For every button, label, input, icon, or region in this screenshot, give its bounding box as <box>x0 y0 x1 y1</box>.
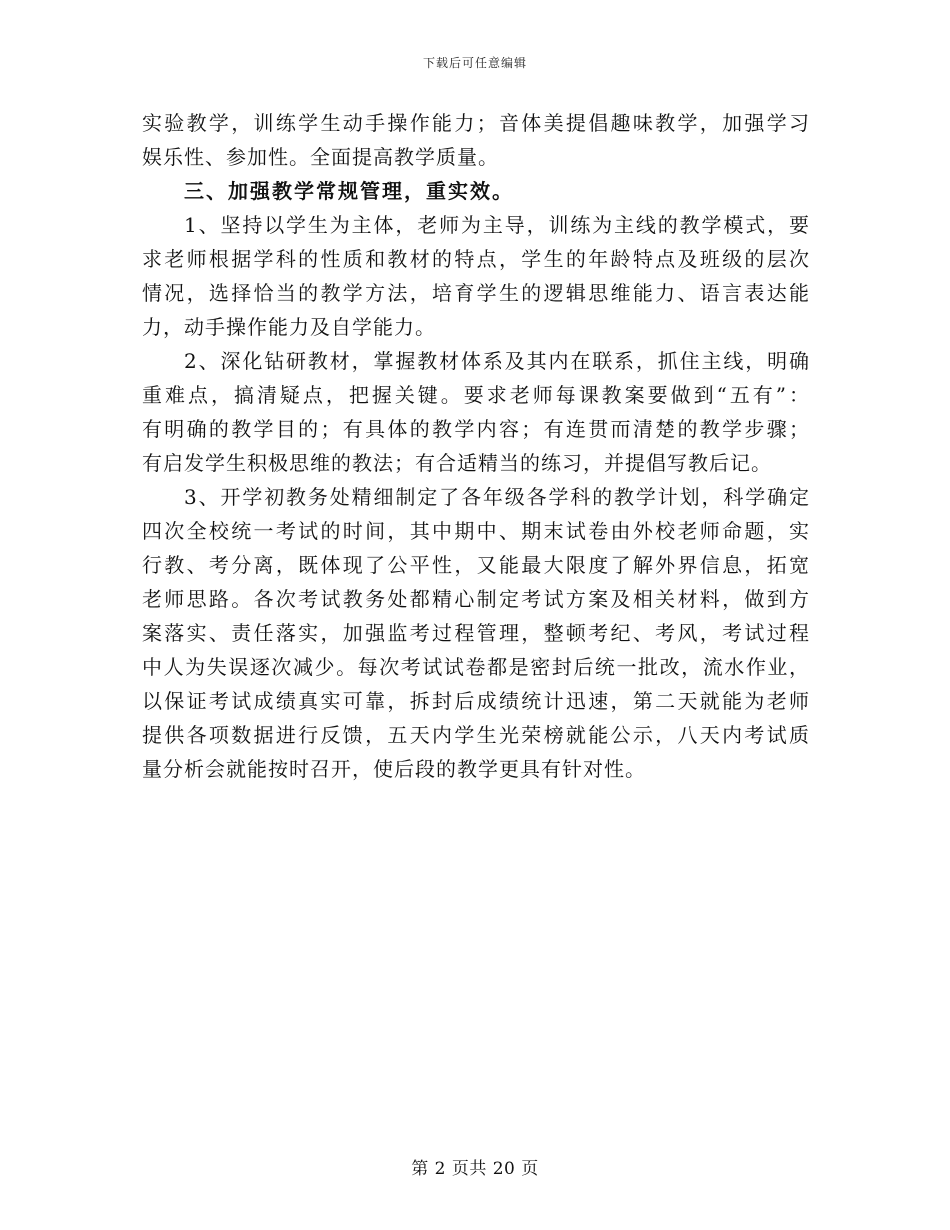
paragraph-line: 力，动手操作能力及自学能力。 <box>142 315 436 339</box>
paragraph-line: 案落实、责任落实，加强监考过程管理，整顿考纪、考风，考试过程 <box>142 621 810 645</box>
paragraph-line: 1、坚持以学生为主体，老师为主导，训练为主线的教学模式，要 <box>184 213 810 237</box>
list-item <box>142 208 810 344</box>
section-heading: 三、加强教学常规管理，重实效。 <box>184 179 514 203</box>
paragraph-line: 有明确的教学目的；有具体的教学内容；有连贯而清楚的教学步骤； <box>142 417 810 441</box>
paragraph-line: 实验教学，训练学生动手操作能力；音体美提倡趣味教学，加强学习 <box>142 111 810 135</box>
paragraph-line: 有启发学生积极思维的教法；有合适精当的练习，并提倡写教后记。 <box>142 451 772 475</box>
page-number: 第 2 页共 20 页 <box>411 1159 539 1179</box>
page-header-note: 下载后可任意编辑 <box>422 56 527 70</box>
paragraph-line: 中人为失误逐次减少。每次考试试卷都是密封后统一批改，流水作业， <box>142 655 810 679</box>
list-item <box>142 344 810 480</box>
paragraph-line: 提供各项数据进行反馈，五天内学生光荣榜就能公示，八天内考试质 <box>142 723 810 747</box>
list-item <box>142 480 810 786</box>
paragraph-line: 情况，选择恰当的教学方法，培育学生的逻辑思维能力、语言表达能 <box>142 281 810 305</box>
paragraph-line: 重难点，搞清疑点，把握关键。要求老师每课教案要做到“五有”： <box>142 383 810 407</box>
paragraph-line: 四次全校统一考试的时间，其中期中、期末试卷由外校老师命题，实 <box>142 519 810 543</box>
paragraph-line: 量分析会就能按时召开，使后段的教学更具有针对性。 <box>142 757 646 781</box>
document-body <box>142 106 810 786</box>
paragraph-line: 以保证考试成绩真实可靠，拆封后成绩统计迅速，第二天就能为老师 <box>142 689 810 713</box>
paragraph-line: 行教、考分离，既体现了公平性，又能最大限度了解外界信息，拓宽 <box>142 553 810 577</box>
paragraph-line: 2、深化钻研教材，掌握教材体系及其内在联系，抓住主线，明确 <box>184 349 810 373</box>
intro-paragraph <box>142 106 810 174</box>
paragraph-line: 娱乐性、参加性。全面提高教学质量。 <box>142 145 499 169</box>
paragraph-line: 3、开学初教务处精细制定了各年级各学科的教学计划，科学确定 <box>184 485 810 509</box>
paragraph-line: 老师思路。各次考试教务处都精心制定考试方案及相关材料，做到方 <box>142 587 810 611</box>
paragraph-line: 求老师根据学科的性质和教材的特点，学生的年龄特点及班级的层次 <box>142 247 810 271</box>
